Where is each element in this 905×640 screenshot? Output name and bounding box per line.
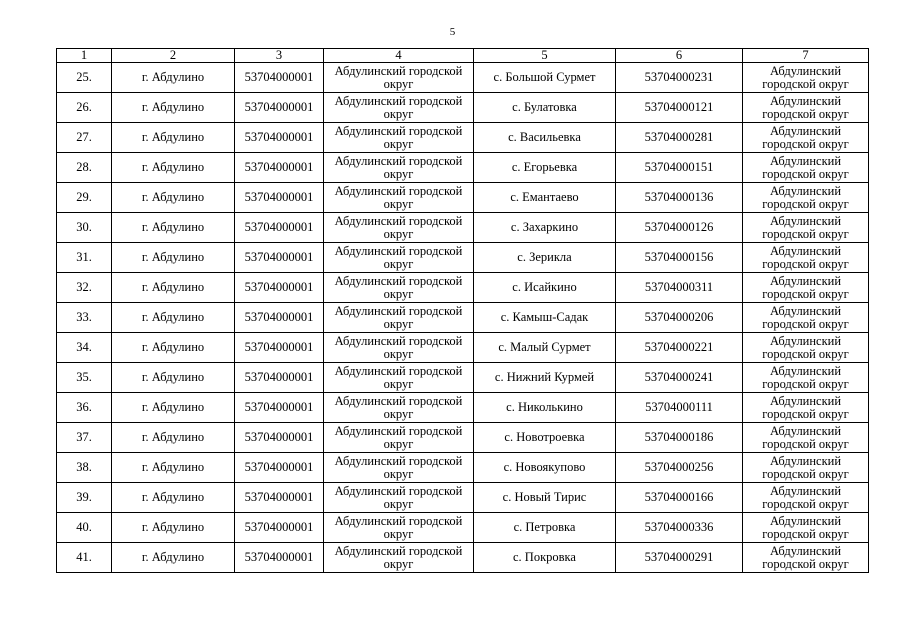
municipality-cell-line: городской округ	[762, 556, 849, 571]
municipality-cell-line: Абдулинский	[769, 363, 842, 378]
table-row	[57, 453, 869, 483]
city-cell: г. Абдулино	[112, 63, 235, 93]
district-cell-line: Абдулинский городской	[334, 453, 463, 468]
municipality-cell-line: городской округ	[762, 286, 849, 301]
table-row	[57, 333, 869, 363]
table-row	[57, 183, 869, 213]
settlement-code-cell: 53704000206	[616, 303, 743, 333]
city-cell: г. Абдулино	[112, 513, 235, 543]
city-code-cell: 53704000001	[235, 513, 324, 543]
city-cell: г. Абдулино	[112, 183, 235, 213]
municipality-cell	[743, 243, 869, 273]
city-code-cell: 53704000001	[235, 363, 324, 393]
municipality-cell-line: Абдулинский	[769, 513, 842, 528]
settlement-cell: с. Большой Сурмет	[474, 63, 616, 93]
district-cell	[324, 93, 474, 123]
district-cell-line: Абдулинский городской	[334, 513, 463, 528]
district-cell	[324, 543, 474, 573]
settlements-table	[56, 48, 869, 573]
table-row	[57, 363, 869, 393]
table-row	[57, 243, 869, 273]
municipality-cell-line: городской округ	[762, 346, 849, 361]
municipality-cell-line: Абдулинский	[769, 153, 842, 168]
district-cell-line: Абдулинский городской	[334, 483, 463, 498]
settlement-code-cell: 53704000156	[616, 243, 743, 273]
district-cell-line: округ	[383, 496, 414, 511]
municipality-cell	[743, 153, 869, 183]
municipality-cell	[743, 303, 869, 333]
municipality-cell-line: Абдулинский	[769, 63, 842, 78]
settlement-code-cell: 53704000121	[616, 93, 743, 123]
district-cell-line: округ	[383, 436, 414, 451]
column-header: 2	[112, 49, 235, 63]
settlement-code-cell: 53704000241	[616, 363, 743, 393]
district-cell-line: Абдулинский городской	[334, 543, 463, 558]
municipality-cell-line: городской округ	[762, 226, 849, 241]
district-cell-line: округ	[383, 526, 414, 541]
city-cell: г. Абдулино	[112, 123, 235, 153]
settlement-code-cell: 53704000336	[616, 513, 743, 543]
city-code-cell: 53704000001	[235, 153, 324, 183]
settlement-code-cell: 53704000151	[616, 153, 743, 183]
city-cell: г. Абдулино	[112, 273, 235, 303]
settlement-cell: с. Новотроевка	[474, 423, 616, 453]
district-cell	[324, 333, 474, 363]
settlement-cell: с. Новоякупово	[474, 453, 616, 483]
municipality-cell	[743, 123, 869, 153]
table-row	[57, 483, 869, 513]
district-cell	[324, 273, 474, 303]
municipality-cell-line: Абдулинский	[769, 303, 842, 318]
district-cell	[324, 153, 474, 183]
settlement-code-cell: 53704000281	[616, 123, 743, 153]
settlement-code-cell: 53704000291	[616, 543, 743, 573]
municipality-cell-line: Абдулинский	[769, 213, 842, 228]
district-cell-line: округ	[383, 466, 414, 481]
district-cell-line: округ	[383, 196, 414, 211]
settlement-code-cell: 53704000311	[616, 273, 743, 303]
row-number-cell: 27.	[57, 123, 112, 153]
row-number-cell: 41.	[57, 543, 112, 573]
row-number-cell: 37.	[57, 423, 112, 453]
settlement-cell: с. Исайкино	[474, 273, 616, 303]
city-code-cell: 53704000001	[235, 93, 324, 123]
city-code-cell: 53704000001	[235, 543, 324, 573]
district-cell-line: Абдулинский городской	[334, 333, 463, 348]
district-cell-line: округ	[383, 556, 414, 571]
settlement-cell: с. Егорьевка	[474, 153, 616, 183]
column-header: 5	[474, 49, 616, 63]
municipality-cell	[743, 273, 869, 303]
city-cell: г. Абдулино	[112, 363, 235, 393]
district-cell-line: округ	[383, 346, 414, 361]
city-cell: г. Абдулино	[112, 213, 235, 243]
settlement-cell: с. Новый Тирис	[474, 483, 616, 513]
column-header: 7	[743, 49, 869, 63]
municipality-cell-line: городской округ	[762, 256, 849, 271]
table-row	[57, 153, 869, 183]
district-cell-line: Абдулинский городской	[334, 153, 463, 168]
settlement-code-cell: 53704000166	[616, 483, 743, 513]
settlement-cell: с. Булатовка	[474, 93, 616, 123]
district-cell	[324, 423, 474, 453]
municipality-cell-line: городской округ	[762, 436, 849, 451]
municipality-cell-line: Абдулинский	[769, 543, 842, 558]
municipality-cell-line: Абдулинский	[769, 273, 842, 288]
table-row	[57, 303, 869, 333]
column-header: 4	[324, 49, 474, 63]
municipality-cell-line: городской округ	[762, 136, 849, 151]
municipality-cell	[743, 543, 869, 573]
row-number-cell: 30.	[57, 213, 112, 243]
settlement-cell: с. Васильевка	[474, 123, 616, 153]
table-row	[57, 423, 869, 453]
city-cell: г. Абдулино	[112, 93, 235, 123]
settlement-cell: с. Николькино	[474, 393, 616, 423]
row-number-cell: 28.	[57, 153, 112, 183]
municipality-cell-line: городской округ	[762, 166, 849, 181]
table-row	[57, 543, 869, 573]
municipality-cell-line: городской округ	[762, 526, 849, 541]
district-cell	[324, 183, 474, 213]
settlement-cell: с. Покровка	[474, 543, 616, 573]
city-code-cell: 53704000001	[235, 213, 324, 243]
city-code-cell: 53704000001	[235, 273, 324, 303]
municipality-cell	[743, 453, 869, 483]
district-cell-line: округ	[383, 286, 414, 301]
municipality-cell-line: городской округ	[762, 496, 849, 511]
district-cell-line: Абдулинский городской	[334, 423, 463, 438]
row-number-cell: 36.	[57, 393, 112, 423]
municipality-cell	[743, 183, 869, 213]
municipality-cell-line: городской округ	[762, 196, 849, 211]
row-number-cell: 25.	[57, 63, 112, 93]
row-number-cell: 31.	[57, 243, 112, 273]
column-header: 3	[235, 49, 324, 63]
municipality-cell	[743, 363, 869, 393]
city-code-cell: 53704000001	[235, 303, 324, 333]
district-cell	[324, 363, 474, 393]
city-code-cell: 53704000001	[235, 453, 324, 483]
district-cell	[324, 303, 474, 333]
district-cell-line: округ	[383, 256, 414, 271]
municipality-cell-line: городской округ	[762, 316, 849, 331]
row-number-cell: 26.	[57, 93, 112, 123]
municipality-cell-line: городской округ	[762, 406, 849, 421]
municipality-cell-line: Абдулинский	[769, 243, 842, 258]
settlement-code-cell: 53704000186	[616, 423, 743, 453]
district-cell	[324, 243, 474, 273]
district-cell	[324, 213, 474, 243]
municipality-cell-line: городской округ	[762, 106, 849, 121]
district-cell-line: Абдулинский городской	[334, 63, 463, 78]
district-cell-line: Абдулинский городской	[334, 243, 463, 258]
settlement-code-cell: 53704000256	[616, 453, 743, 483]
row-number-cell: 39.	[57, 483, 112, 513]
page-number: 5	[449, 26, 456, 38]
row-number-cell: 38.	[57, 453, 112, 483]
municipality-cell-line: Абдулинский	[769, 483, 842, 498]
city-cell: г. Абдулино	[112, 333, 235, 363]
district-cell	[324, 63, 474, 93]
table-row	[57, 123, 869, 153]
district-cell-line: Абдулинский городской	[334, 213, 463, 228]
table-row	[57, 63, 869, 93]
district-cell-line: округ	[383, 316, 414, 331]
district-cell-line: округ	[383, 106, 414, 121]
district-cell	[324, 123, 474, 153]
municipality-cell	[743, 513, 869, 543]
row-number-cell: 32.	[57, 273, 112, 303]
city-cell: г. Абдулино	[112, 153, 235, 183]
settlement-code-cell: 53704000111	[616, 393, 743, 423]
settlement-code-cell: 53704000221	[616, 333, 743, 363]
municipality-cell	[743, 393, 869, 423]
header-row	[57, 49, 869, 63]
row-number-cell: 33.	[57, 303, 112, 333]
city-code-cell: 53704000001	[235, 423, 324, 453]
row-number-cell: 35.	[57, 363, 112, 393]
municipality-cell	[743, 213, 869, 243]
municipality-cell-line: Абдулинский	[769, 93, 842, 108]
district-cell-line: Абдулинский городской	[334, 93, 463, 108]
table-row	[57, 213, 869, 243]
table-row	[57, 93, 869, 123]
city-cell: г. Абдулино	[112, 423, 235, 453]
city-code-cell: 53704000001	[235, 243, 324, 273]
municipality-cell-line: городской округ	[762, 466, 849, 481]
district-cell-line: Абдулинский городской	[334, 303, 463, 318]
table-row	[57, 273, 869, 303]
city-cell: г. Абдулино	[112, 303, 235, 333]
municipality-cell-line: Абдулинский	[769, 393, 842, 408]
row-number-cell: 29.	[57, 183, 112, 213]
column-header: 1	[57, 49, 112, 63]
city-code-cell: 53704000001	[235, 393, 324, 423]
municipality-cell	[743, 93, 869, 123]
district-cell-line: Абдулинский городской	[334, 183, 463, 198]
municipality-cell-line: Абдулинский	[769, 183, 842, 198]
district-cell-line: округ	[383, 226, 414, 241]
district-cell-line: округ	[383, 166, 414, 181]
district-cell-line: округ	[383, 376, 414, 391]
settlement-cell: с. Нижний Курмей	[474, 363, 616, 393]
municipality-cell	[743, 333, 869, 363]
city-cell: г. Абдулино	[112, 483, 235, 513]
municipality-cell	[743, 63, 869, 93]
district-cell-line: Абдулинский городской	[334, 393, 463, 408]
city-code-cell: 53704000001	[235, 63, 324, 93]
district-cell-line: Абдулинский городской	[334, 363, 463, 378]
district-cell-line: Абдулинский городской	[334, 273, 463, 288]
municipality-cell-line: городской округ	[762, 376, 849, 391]
municipality-cell-line: Абдулинский	[769, 453, 842, 468]
row-number-cell: 40.	[57, 513, 112, 543]
municipality-cell-line: Абдулинский	[769, 123, 842, 138]
city-cell: г. Абдулино	[112, 453, 235, 483]
row-number-cell: 34.	[57, 333, 112, 363]
settlement-code-cell: 53704000126	[616, 213, 743, 243]
city-cell: г. Абдулино	[112, 393, 235, 423]
district-cell-line: округ	[383, 136, 414, 151]
district-cell-line: округ	[383, 76, 414, 91]
settlement-code-cell: 53704000231	[616, 63, 743, 93]
municipality-cell	[743, 423, 869, 453]
district-cell	[324, 393, 474, 423]
city-code-cell: 53704000001	[235, 183, 324, 213]
city-cell: г. Абдулино	[112, 543, 235, 573]
settlement-cell: с. Малый Сурмет	[474, 333, 616, 363]
city-code-cell: 53704000001	[235, 123, 324, 153]
settlement-code-cell: 53704000136	[616, 183, 743, 213]
district-cell-line: округ	[383, 406, 414, 421]
municipality-cell-line: городской округ	[762, 76, 849, 91]
municipality-cell	[743, 483, 869, 513]
table-row	[57, 513, 869, 543]
district-cell	[324, 483, 474, 513]
settlement-cell: с. Захаркино	[474, 213, 616, 243]
city-code-cell: 53704000001	[235, 333, 324, 363]
column-header: 6	[616, 49, 743, 63]
district-cell	[324, 453, 474, 483]
district-cell	[324, 513, 474, 543]
district-cell-line: Абдулинский городской	[334, 123, 463, 138]
settlement-cell: с. Емантаево	[474, 183, 616, 213]
table-row	[57, 393, 869, 423]
settlement-cell: с. Зерикла	[474, 243, 616, 273]
settlement-cell: с. Петровка	[474, 513, 616, 543]
settlement-cell: с. Камыш-Садак	[474, 303, 616, 333]
city-cell: г. Абдулино	[112, 243, 235, 273]
municipality-cell-line: Абдулинский	[769, 423, 842, 438]
city-code-cell: 53704000001	[235, 483, 324, 513]
municipality-cell-line: Абдулинский	[769, 333, 842, 348]
